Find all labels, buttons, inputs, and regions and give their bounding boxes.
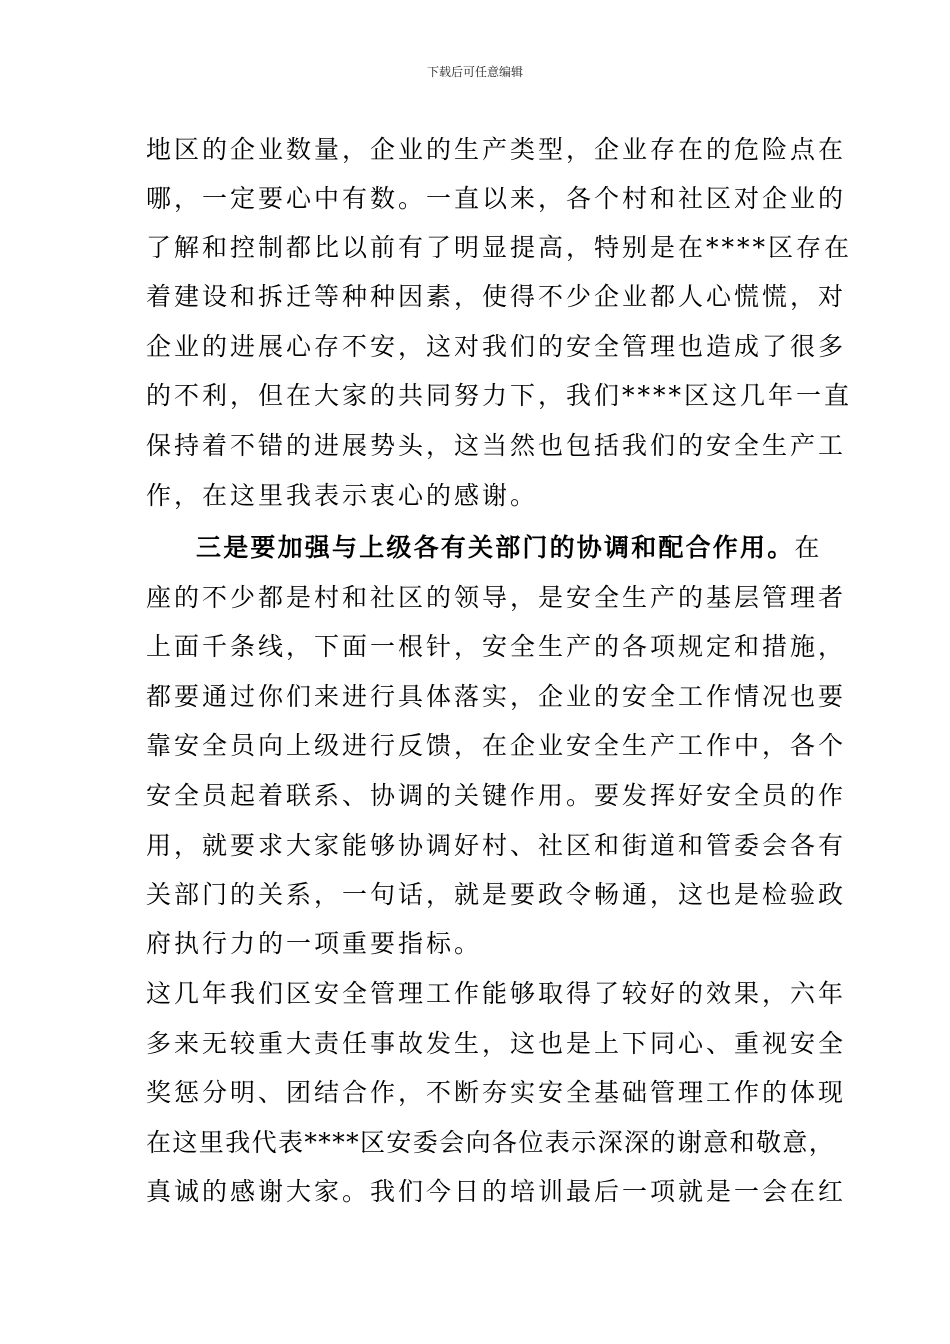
text-line: 都要通过你们来进行具体落实，企业的安全工作情况也要: [146, 682, 847, 711]
text-line: 企业的进展心存不安，这对我们的安全管理也造成了很多: [146, 332, 847, 361]
text-line: 着建设和拆迁等种种因素，使得不少企业都人心慌慌，对: [146, 282, 847, 311]
text-line: 安全员起着联系、协调的关键作用。要发挥好安全员的作: [146, 781, 847, 810]
text-line: 用，就要求大家能够协调好村、社区和街道和管委会各有: [146, 831, 847, 860]
text-line: 哪，一定要心中有数。一直以来，各个村和社区对企业的: [146, 184, 847, 213]
text-line: 关部门的关系，一句话，就是要政令畅通，这也是检验政: [146, 880, 847, 909]
text-line: 座的不少都是村和社区的领导，是安全生产的基层管理者: [146, 583, 847, 612]
text-line: 多来无较重大责任事故发生，这也是上下同心、重视安全: [146, 1029, 847, 1058]
text-line: 在这里我代表****区安委会向各位表示深深的谢意和敬意，: [146, 1128, 836, 1157]
text-line: 地区的企业数量，企业的生产类型，企业存在的危险点在: [146, 135, 847, 164]
section-heading: 三是要加强与上级各有关部门的协调和配合作用。: [196, 533, 795, 562]
section-heading-line: [196, 533, 822, 563]
header-note: 下载后可任意编辑: [426, 65, 523, 79]
text-line: 了解和控制都比以前有了明显提高，特别是在****区存在: [146, 233, 853, 262]
heading-line-rest: 在: [794, 533, 823, 562]
text-line: 的不利，但在大家的共同努力下，我们****区这几年一直: [146, 381, 853, 410]
text-line: 府执行力的一项重要指标。: [146, 929, 483, 958]
text-line: 靠安全员向上级进行反馈，在企业安全生产工作中，各个: [146, 731, 847, 760]
text-line: 保持着不错的进展势头，这当然也包括我们的安全生产工: [146, 431, 847, 460]
text-line: 这几年我们区安全管理工作能够取得了较好的效果，六年: [146, 979, 847, 1008]
text-line: 作，在这里我表示衷心的感谢。: [146, 481, 539, 510]
text-line: 上面千条线，下面一根针，安全生产的各项规定和措施，: [146, 632, 847, 661]
text-line: 奖惩分明、团结合作，不断夯实安全基础管理工作的体现: [146, 1078, 847, 1107]
text-line: 真诚的感谢大家。我们今日的培训最后一项就是一会在红: [146, 1177, 847, 1206]
